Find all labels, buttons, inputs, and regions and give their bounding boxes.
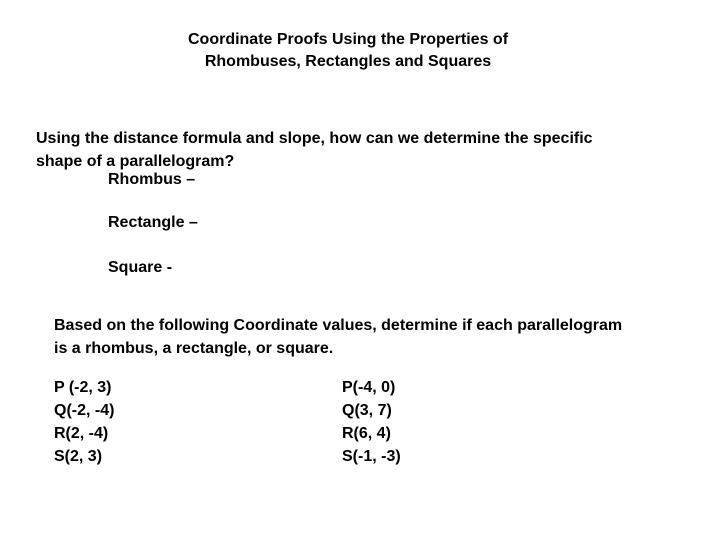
question-line-2: shape of a parallelogram? xyxy=(36,153,235,170)
coordinate-point: S(-1, -3) xyxy=(342,448,401,465)
coordinate-point: S(2, 3) xyxy=(54,448,103,465)
coordinate-point: Q(3, 7) xyxy=(342,402,392,419)
slide-title-line-1: Coordinate Proofs Using the Properties of xyxy=(187,31,509,48)
coordinate-set-1 xyxy=(54,376,114,468)
shape-label-rhombus: Rhombus – xyxy=(108,171,196,188)
shape-label-rectangle: Rectangle – xyxy=(108,214,198,231)
question-line-1: Using the distance formula and slope, how can we determine the specific xyxy=(36,130,593,147)
question-text xyxy=(36,127,696,173)
instruction-line-1: Based on the following Coordinate values, determine if each parallelogram xyxy=(54,317,623,334)
coordinate-point: R(2, -4) xyxy=(54,425,109,442)
instruction-text xyxy=(54,314,714,360)
coordinate-point: Q(-2, -4) xyxy=(54,402,115,419)
coordinate-point: R(6, 4) xyxy=(342,425,391,442)
coordinate-point: P(-4, 0) xyxy=(342,379,396,396)
instruction-line-2: is a rhombus, a rectangle, or square. xyxy=(54,340,334,357)
coordinate-point: P (-2, 3) xyxy=(54,379,112,396)
slide-title-line-2: Rhombuses, Rectangles and Squares xyxy=(204,53,492,70)
shape-label-square: Square - xyxy=(108,259,173,276)
coordinate-set-2 xyxy=(342,376,401,468)
